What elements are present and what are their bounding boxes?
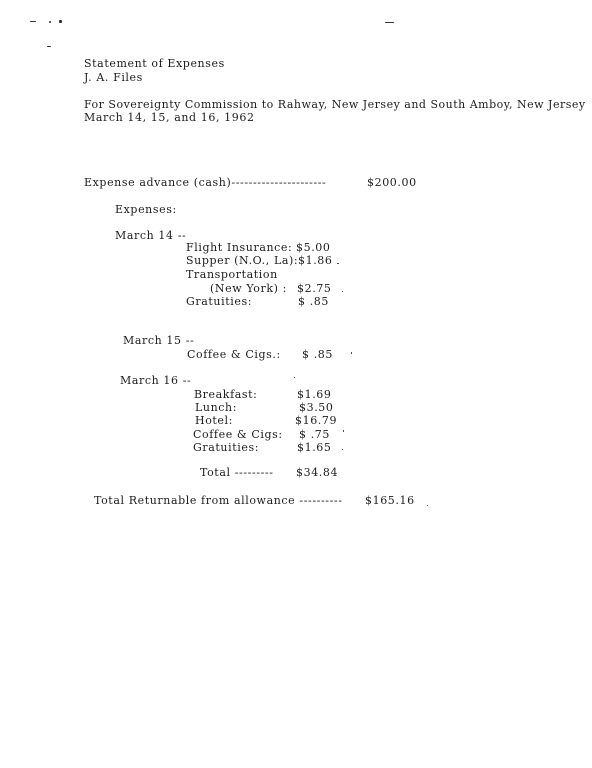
scan-mark: [294, 377, 295, 378]
expense-label: Gratuities:: [193, 441, 260, 454]
expense-label: Hotel:: [195, 414, 233, 427]
scan-mark: [385, 22, 394, 23]
scan-mark: [427, 505, 428, 506]
purpose-line: For Sovereignty Commission to Rahway, New Jersey and South Amboy, New Jersey: [84, 98, 586, 111]
expense-label: Flight Insurance:: [186, 241, 293, 254]
expense-label: Supper (N.O., La):: [186, 254, 299, 267]
scan-mark: [342, 291, 343, 292]
expense-label: (New York) :: [210, 282, 287, 295]
scan-mark: [337, 263, 339, 264]
expense-label: Transportation: [186, 268, 278, 281]
day-heading: March 16 --: [120, 374, 192, 387]
expense-amount: $1.86: [298, 254, 333, 267]
expense-amount: $16.79: [295, 414, 338, 427]
scan-mark: [351, 352, 352, 354]
expense-amount: $ .75: [299, 428, 330, 441]
expense-label: Coffee & Cigs:: [193, 428, 283, 441]
scan-mark: [59, 20, 62, 23]
scan-mark: [343, 430, 344, 432]
expense-amount: $ .85: [298, 295, 329, 308]
author-name: J. A. Files: [84, 71, 143, 84]
returnable-amount: $165.16: [365, 494, 415, 507]
expense-label: Coffee & Cigs.:: [187, 348, 281, 361]
advance-label: Expense advance (cash)----------------------: [84, 176, 327, 189]
expense-label: Lunch:: [195, 401, 238, 414]
scan-mark: [342, 449, 343, 450]
advance-amount: $200.00: [367, 176, 417, 189]
dates-line: March 14, 15, and 16, 1962: [84, 111, 255, 124]
expense-label: Breakfast:: [194, 388, 258, 401]
expenses-heading: Expenses:: [115, 203, 177, 216]
expense-amount: $3.50: [299, 401, 334, 414]
scan-mark: [47, 46, 51, 47]
returnable-label: Total Returnable from allowance ----------: [94, 494, 343, 507]
day-heading: March 14 --: [115, 229, 187, 242]
expense-amount: $1.69: [297, 388, 332, 401]
day-heading: March 15 --: [123, 334, 195, 347]
scan-mark: [30, 21, 36, 22]
total-label: Total ---------: [200, 466, 274, 479]
expense-amount: $1.65: [297, 441, 332, 454]
document-title: Statement of Expenses: [84, 57, 225, 70]
expense-amount: $ .85: [302, 348, 333, 361]
total-amount: $34.84: [296, 466, 339, 479]
expense-label: Gratuities:: [186, 295, 253, 308]
expense-amount: $5.00: [296, 241, 331, 254]
scan-mark: [49, 21, 51, 23]
expense-amount: $2.75: [297, 282, 332, 295]
